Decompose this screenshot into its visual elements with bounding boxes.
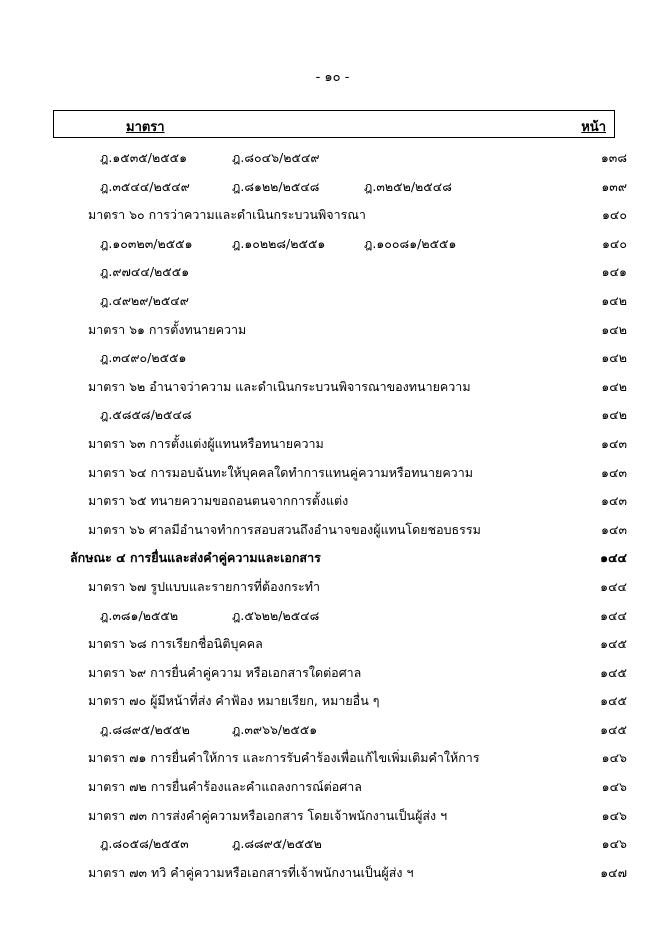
case-refs — [100, 262, 232, 282]
page-ref: ๑๔๒ — [601, 407, 627, 423]
section-row — [0, 657, 665, 686]
page-ref: ๑๔๒ — [601, 292, 627, 308]
case-ref: ฎ.๘๐๕๘/๒๕๕๓ — [100, 836, 189, 852]
page-ref: ๑๔๐ — [601, 235, 627, 251]
chapter-title: ลักษณะ ๔ การยื่นและส่งคำคู่ความและเอกสาร — [70, 550, 321, 566]
case-ref: ฎ.๕๖๒๒/๒๕๔๘ — [232, 607, 320, 623]
section-title: มาตรา ๖๓ การตั้งแต่งผู้แทนหรือทนายความ — [88, 435, 324, 451]
chapter-row — [0, 542, 665, 571]
case-refs — [100, 348, 232, 368]
case-ref-row — [0, 342, 665, 371]
page-ref: ๑๔๒ — [601, 350, 627, 366]
page-ref: ๑๔๓ — [601, 493, 627, 509]
case-ref-row — [0, 714, 665, 743]
case-refs — [100, 834, 364, 854]
page-ref: ๑๔๕ — [600, 721, 627, 737]
section-title: มาตรา ๖๔ การมอบฉันทะให้บุคคลใดทำการแทนคู่ความหรือทนายความ — [88, 464, 473, 480]
section-title: มาตรา ๖๖ ศาลมีอำนาจทำการสอบสวนถึงอำนาจของผู้แทนโดยชอบธรรม — [88, 521, 481, 537]
page-ref: ๑๔๓ — [601, 435, 627, 451]
case-ref-row — [0, 142, 665, 171]
case-refs — [100, 291, 232, 311]
case-refs — [100, 234, 496, 254]
case-ref: ฎ.๘๘๙๕/๒๕๕๒ — [232, 836, 322, 852]
section-row — [0, 514, 665, 543]
case-ref: ฎ.๓๔๙๐/๒๕๕๑ — [100, 350, 187, 366]
table-header — [53, 110, 615, 138]
case-ref: ฎ.๘๑๒๒/๒๕๔๘ — [232, 178, 320, 194]
page-ref: ๑๓๙ — [601, 178, 627, 194]
case-ref: ฎ.๑๐๓๒๓/๒๕๕๑ — [100, 235, 193, 251]
section-title: มาตรา ๗๓ การส่งคำคู่ความหรือเอกสาร โดยเจ้าพนักงานเป็นผู้ส่ง ฯ — [88, 807, 448, 823]
case-ref: ฎ.๓๘๑/๒๕๕๒ — [100, 607, 179, 623]
case-refs — [100, 405, 232, 425]
page-ref: ๑๔๓ — [601, 521, 627, 537]
case-ref: ฎ.๘๘๙๕/๒๕๕๒ — [100, 721, 190, 737]
page-ref: ๑๔๖ — [601, 807, 627, 823]
section-row — [0, 628, 665, 657]
page-ref: ๑๔๖ — [601, 750, 627, 766]
case-ref-row — [0, 171, 665, 200]
page-ref: ๑๔๔ — [600, 578, 627, 594]
section-row — [0, 685, 665, 714]
section-row — [0, 857, 665, 886]
case-ref: ฎ.๓๙๖๖/๒๕๕๑ — [232, 721, 318, 737]
section-title: มาตรา ๗๑ การยื่นคำให้การ และการรับคำร้องเพื่อแก้ไขเพิ่มเติมคำให้การ — [88, 750, 480, 766]
case-ref: ฎ.๓๒๕๒/๒๕๔๘ — [364, 178, 452, 194]
section-title: มาตรา ๖๘ การเรียกชื่อนิติบุคคล — [88, 636, 263, 652]
section-title: มาตรา ๖๑ การตั้งทนายความ — [88, 321, 247, 337]
case-refs — [100, 606, 364, 626]
case-ref: ฎ.๓๕๔๔/๒๕๔๙ — [100, 178, 190, 194]
section-title: มาตรา ๗๓ ทวิ คำคู่ความหรือเอกสารที่เจ้าพนักงานเป็นผู้ส่ง ฯ — [88, 864, 414, 880]
section-row — [0, 457, 665, 486]
case-ref: ฎ.๔๙๒๙/๒๕๔๙ — [100, 292, 189, 308]
case-refs — [100, 177, 496, 197]
case-ref: ฎ.๑๐๐๘๑/๒๕๕๑ — [364, 235, 457, 251]
section-row — [0, 485, 665, 514]
case-refs — [100, 720, 364, 740]
section-row — [0, 199, 665, 228]
page-ref: ๑๔๕ — [600, 693, 627, 709]
case-refs — [100, 148, 364, 168]
page-ref: ๑๔๒ — [601, 321, 627, 337]
case-ref-row — [0, 285, 665, 314]
case-ref-row — [0, 256, 665, 285]
case-ref-row — [0, 228, 665, 257]
case-ref-row — [0, 600, 665, 629]
case-ref: ฎ.๘๐๔๖/๒๕๔๙ — [232, 150, 320, 165]
case-ref-row — [0, 399, 665, 428]
section-row — [0, 371, 665, 400]
page-ref: ๑๔๓ — [601, 464, 627, 480]
section-title: มาตรา ๖๒ อำนาจว่าความ และดำเนินกระบวนพิจารณาของทนายความ — [88, 378, 471, 394]
case-ref: ฎ.๑๐๒๒๘/๒๕๕๑ — [232, 235, 326, 251]
section-title: มาตรา ๗๐ ผู้มีหน้าที่ส่ง คำฟ้อง หมายเรียก, หมายอื่น ๆ — [88, 693, 380, 709]
page-ref: ๑๔๖ — [601, 836, 627, 852]
case-ref: ฎ.๙๗๔๔/๒๕๕๑ — [100, 264, 190, 280]
section-row — [0, 742, 665, 771]
section-title: มาตรา ๖๗ รูปแบบและรายการที่ต้องกระทำ — [88, 578, 320, 594]
page-ref: ๑๔๕ — [600, 664, 627, 680]
section-row — [0, 428, 665, 457]
toc-list — [0, 142, 665, 885]
page-ref: ๑๓๘ — [600, 150, 627, 165]
header-page-label: หน้า — [581, 120, 606, 135]
section-row — [0, 771, 665, 800]
section-title: มาตรา ๖๐ การว่าความและดำเนินกระบวนพิจารณา — [88, 207, 366, 223]
section-title: มาตรา ๗๒ การยื่นคำร้องและคำแถลงการณ์ต่อศาล — [88, 779, 362, 795]
page-ref: ๑๔๐ — [601, 207, 627, 223]
page-ref: ๑๔๑ — [601, 264, 627, 280]
case-ref-row — [0, 828, 665, 857]
page-ref: ๑๔๔ — [600, 607, 627, 623]
section-row — [0, 800, 665, 829]
page-ref: ๑๔๔ — [600, 550, 627, 566]
section-row — [0, 314, 665, 343]
section-title: มาตรา ๖๙ การยื่นคำคู่ความ หรือเอกสารใดต่อศาล — [88, 664, 362, 680]
case-ref: ฎ.๕๘๕๘/๒๕๔๘ — [100, 407, 192, 423]
page-ref: ๑๔๒ — [601, 378, 627, 394]
page-number: - ๑๐ - — [315, 70, 350, 85]
page-ref: ๑๔๖ — [601, 779, 627, 795]
page-ref: ๑๔๗ — [600, 864, 627, 880]
section-row — [0, 571, 665, 600]
header-section-label: มาตรา — [126, 120, 165, 135]
section-title: มาตรา ๖๕ ทนายความขอถอนตนจากการตั้งแต่ง — [88, 493, 349, 509]
page-ref: ๑๔๕ — [600, 636, 627, 652]
case-ref: ฎ.๑๕๓๕/๒๕๕๑ — [100, 150, 188, 165]
